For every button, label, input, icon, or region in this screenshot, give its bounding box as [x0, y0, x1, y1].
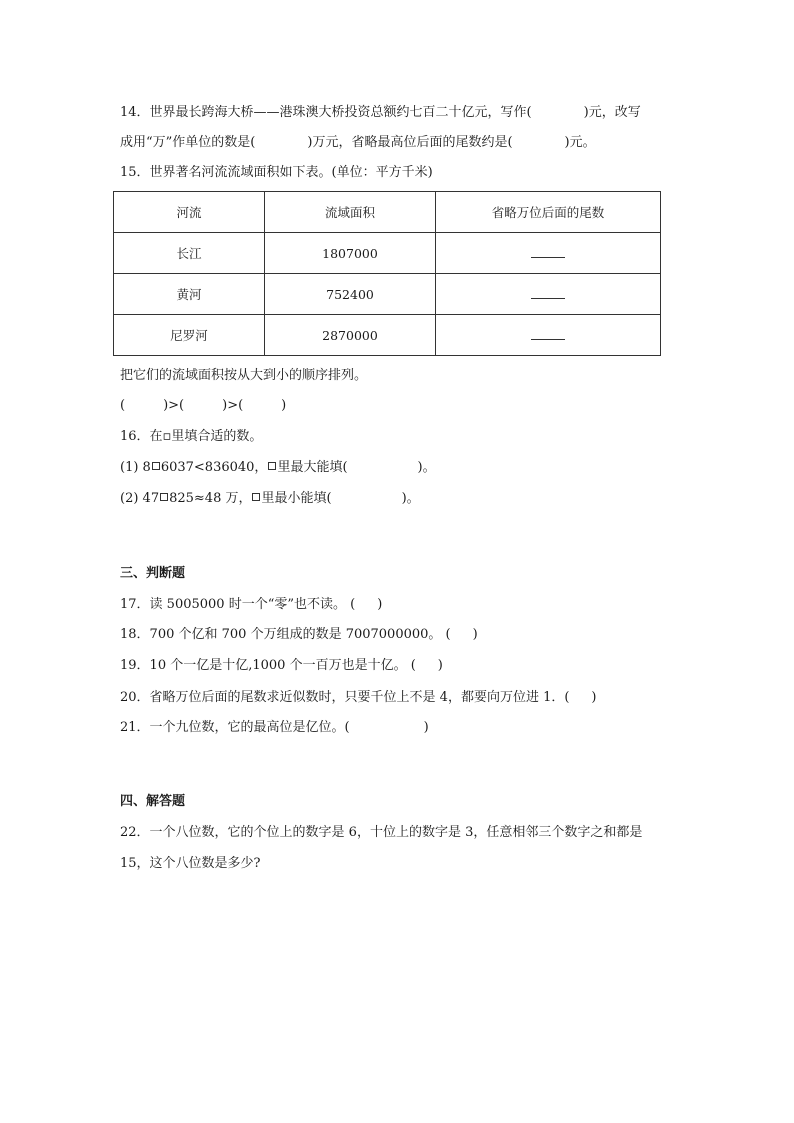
q15-order-row: [120, 396, 286, 416]
empty-square-icon: [152, 462, 160, 470]
q16-part-2: [120, 489, 420, 509]
q22-line-2: 15，这个八位数是多少?: [120, 856, 261, 871]
table-row: [114, 315, 661, 356]
q14-text-a: 14．世界最长跨海大桥——港珠澳大桥投资总额约七百二十亿元，写作(: [120, 105, 532, 120]
answer-underline: [531, 329, 565, 340]
judge-item-20: [120, 688, 597, 708]
q16-p1-question: 里最大能填(: [277, 460, 348, 475]
q14-line-2: [120, 133, 596, 153]
judge-item-close: ): [437, 658, 443, 673]
judge-item-close: ): [377, 597, 383, 612]
judge-item-text: 21．一个九位数，它的最高位是亿位。(: [120, 720, 350, 735]
order-paren-open: (: [120, 398, 126, 413]
q14-text-b: )元，改写: [583, 105, 641, 120]
river-area-cell: 752400: [265, 274, 436, 315]
table-header-river: 河流: [114, 192, 265, 233]
q14-text-c: 成用“万”作单位的数是(: [120, 135, 256, 150]
table-row: [114, 274, 661, 315]
rounded-answer-cell[interactable]: [436, 274, 661, 315]
empty-square-icon: [268, 462, 276, 470]
judge-item-19: [120, 656, 443, 676]
section-3-heading: 三、判断题: [120, 566, 186, 581]
judge-item-18: [120, 625, 478, 645]
order-gt-1: )>(: [163, 398, 185, 413]
judge-item-text: 19．10 个一亿是十亿,1000 个一百万也是十亿。 (: [120, 658, 416, 673]
order-gt-2: )>(: [222, 398, 244, 413]
answer-underline: [531, 288, 565, 299]
q16-p1-prefix: (1) 8: [120, 460, 151, 475]
judge-item-close: ): [423, 720, 429, 735]
q16-p2-question: 里最小能填(: [261, 491, 332, 506]
river-area-cell: 2870000: [265, 315, 436, 356]
river-area-table: [113, 191, 661, 356]
river-name-cell: 尼罗河: [114, 315, 265, 356]
river-name-cell: 黄河: [114, 274, 265, 315]
empty-square-icon: [160, 493, 168, 501]
q14-line-1: [120, 103, 641, 123]
q16-p2-approx: 825≈48 万，: [169, 491, 252, 506]
judge-item-21: [120, 718, 429, 738]
table-header-row: [114, 192, 661, 233]
answer-underline: [531, 247, 565, 258]
rounded-answer-cell[interactable]: [436, 315, 661, 356]
q16-p2-prefix: (2) 47: [120, 491, 160, 506]
section-4-heading: 四、解答题: [120, 794, 186, 809]
q16-title: 16．在▫里填合适的数。: [120, 429, 263, 444]
q16-p1-close: )。: [417, 460, 436, 475]
table-row: [114, 233, 661, 274]
q14-text-e: )元。: [564, 135, 596, 150]
judge-item-text: 17．读 5005000 时一个“零”也不读。 (: [120, 597, 356, 612]
judge-item-close: ): [472, 627, 478, 642]
q22-line-1: 22．一个八位数，它的个位上的数字是 6，十位上的数字是 3，任意相邻三个数字之和都是: [120, 825, 643, 840]
river-area-cell: 1807000: [265, 233, 436, 274]
q15-intro: 15．世界著名河流流域面积如下表。(单位：平方千米): [120, 165, 433, 180]
rounded-answer-cell[interactable]: [436, 233, 661, 274]
judge-item-text: 20．省略万位后面的尾数求近似数时，只要千位上不是 4，都要向万位进 1．(: [120, 690, 570, 705]
table-header-rounded: 省略万位后面的尾数: [436, 192, 661, 233]
order-paren-close: ): [281, 398, 287, 413]
q15-sort-instruction: 把它们的流域面积按从大到小的顺序排列。: [120, 368, 368, 383]
river-name-cell: 长江: [114, 233, 265, 274]
judge-item-close: ): [591, 690, 597, 705]
empty-square-icon: [252, 493, 260, 501]
q16-p2-close: )。: [401, 491, 420, 506]
judge-item-17: [120, 595, 382, 615]
q16-p1-inequality: 6037<836040，: [160, 460, 268, 475]
q16-part-1: [120, 458, 436, 478]
q14-text-d: )万元，省略最高位后面的尾数约是(: [307, 135, 513, 150]
table-header-area: 流域面积: [265, 192, 436, 233]
judge-item-text: 18．700 个亿和 700 个万组成的数是 7007000000。 (: [120, 627, 451, 642]
